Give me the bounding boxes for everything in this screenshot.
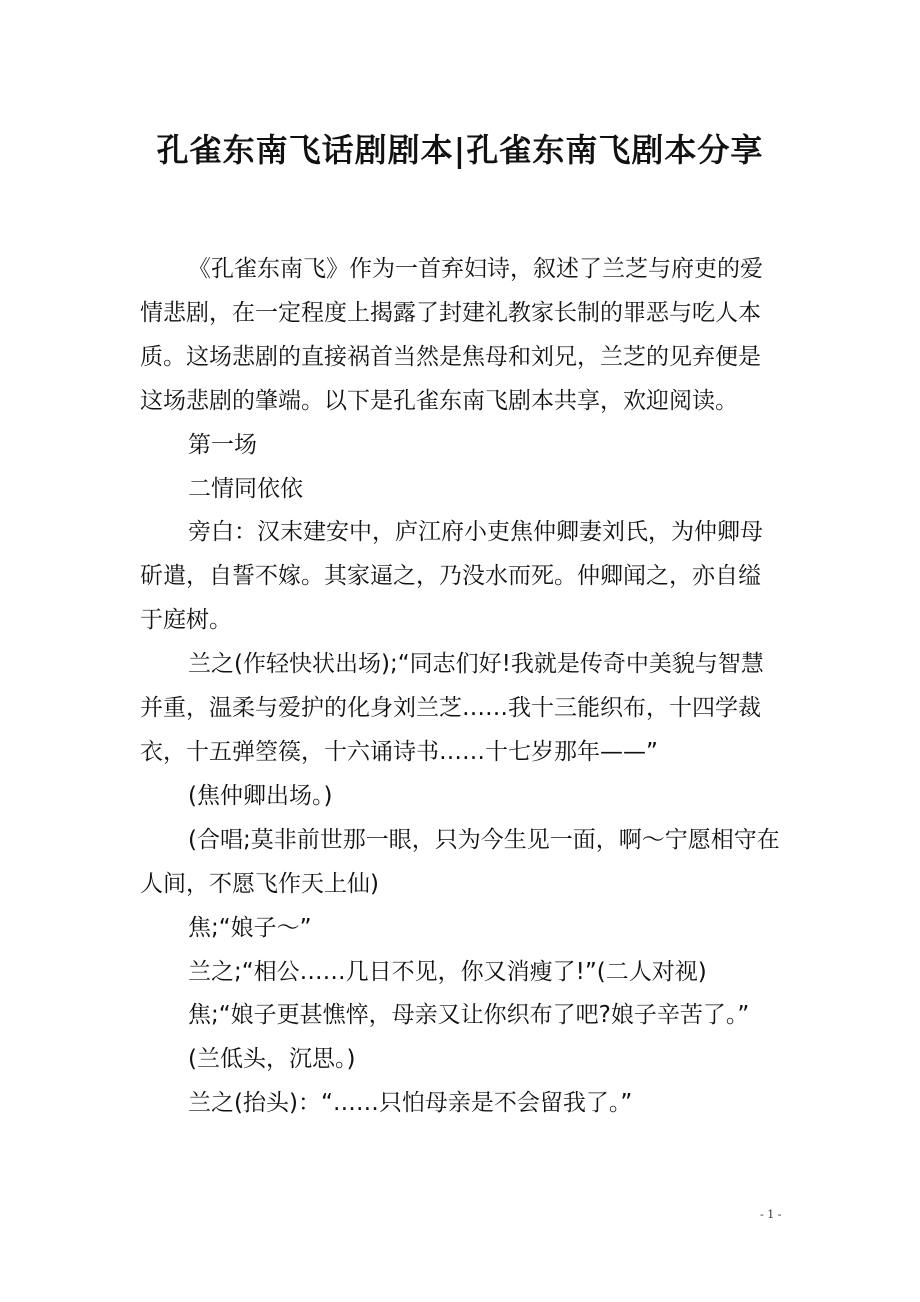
paragraph-dialogue: 兰之(作轻快状出场);“同志们好!我就是传奇中美貌与智慧并重，温柔与爱护的化身刘兰芝……我十三能织布，十四学裁衣，十五弹箜篌，十六诵诗书……十七岁那年——” [140, 651, 764, 765]
paragraph-dialogue: 兰之(抬头)：“……只怕母亲是不会留我了。” [188, 1090, 633, 1117]
document-body [140, 248, 782, 1126]
paragraph-dialogue: 兰之;“相公……几日不见，你又消瘦了!”(二人对视) [188, 958, 707, 985]
paragraph-dialogue: 焦;“娘子～” [188, 914, 312, 941]
paragraph-scene-heading: 第一场 [188, 431, 257, 458]
paragraph-chorus: (合唱;莫非前世那一眼，只为今生见一面，啊～宁愿相守在人间，不愿飞作天上仙) [140, 826, 780, 897]
paragraph-stage-direction: (兰低头，沉思。) [188, 1046, 356, 1073]
paragraph-dialogue: 焦;“娘子更甚憔悴，母亲又让你织布了吧?娘子辛苦了。” [188, 1002, 750, 1029]
paragraph-intro: 《孔雀东南飞》作为一首弃妇诗，叙述了兰芝与府吏的爱情悲剧，在一定程度上揭露了封建礼教家长制的罪恶与吃人本质。这场悲剧的直接祸首当然是焦母和刘兄，兰芝的见弃便是这场悲剧的肇端。以下是孔雀东南飞剧本共享，欢迎阅读。 [140, 256, 763, 414]
paragraph-stage-direction: (焦仲卿出场。) [188, 782, 333, 809]
paragraph-scene-subtitle: 二情同依依 [188, 475, 303, 502]
page-number: - 1 - [760, 1208, 782, 1221]
paragraph-narration: 旁白：汉末建安中，庐江府小吏焦仲卿妻刘氏，为仲卿母斫遣，自誓不嫁。其家逼之，乃没水而死。仲卿闻之，亦自缢于庭树。 [140, 519, 763, 634]
document-title: 孔雀东南飞话剧剧本|孔雀东南飞剧本分享 [156, 131, 764, 169]
